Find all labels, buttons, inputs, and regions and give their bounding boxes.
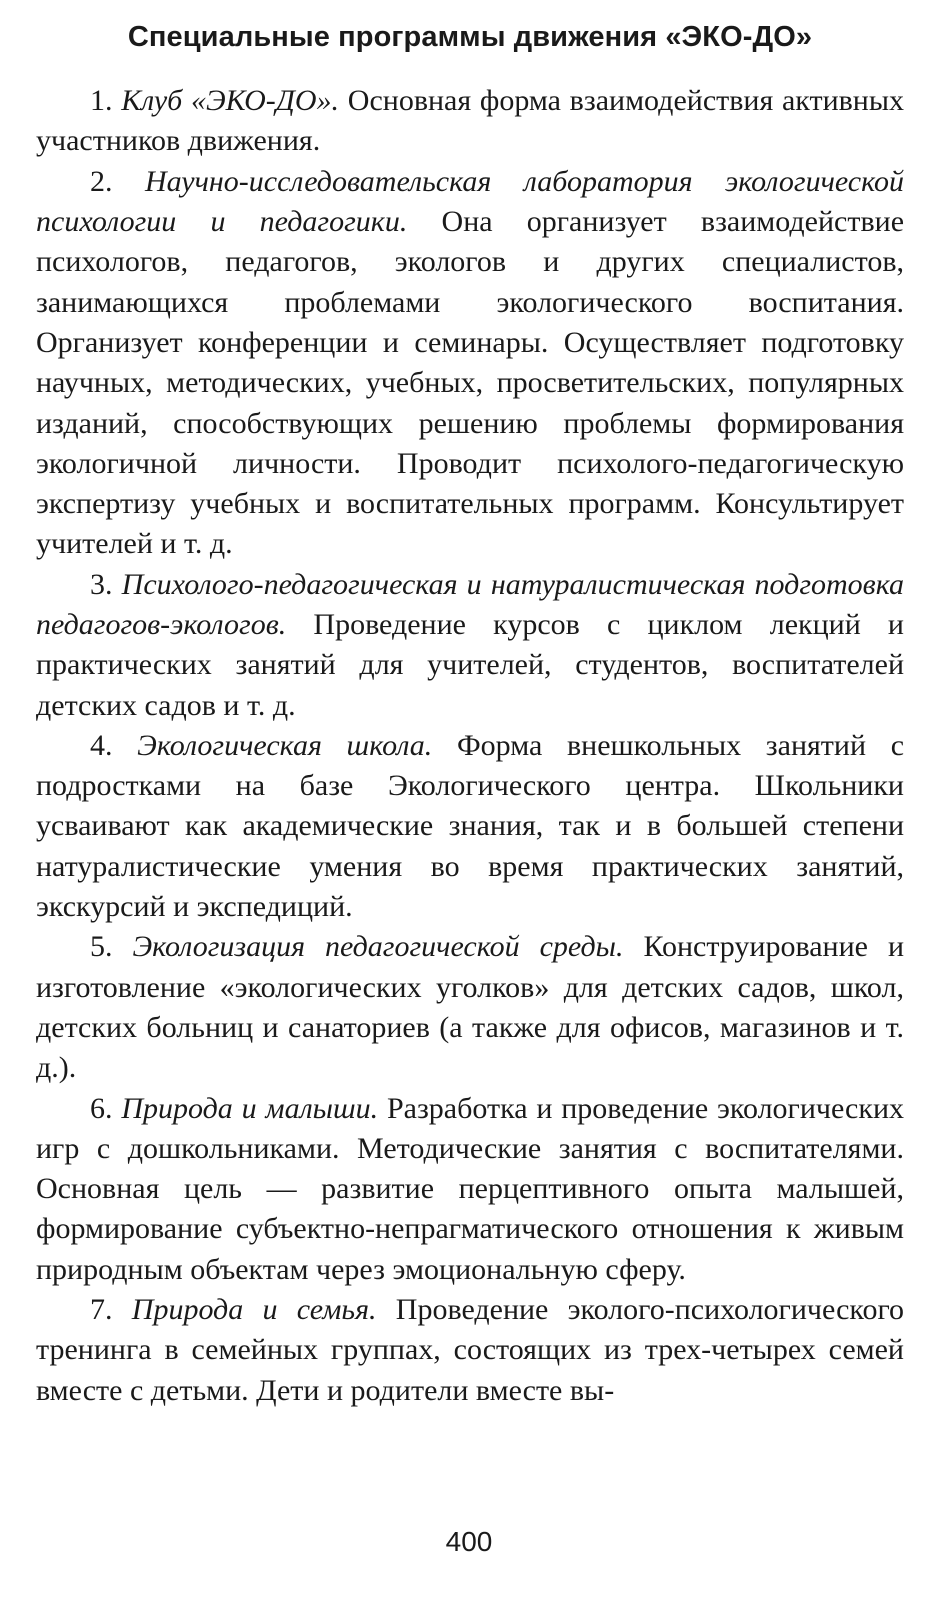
item-number: 1. xyxy=(90,84,113,118)
item-text: Проведение эколого-психологического тренинга в семейных группах, состоящих из трех-четырех семей вместе с детьми. Дети и родители вместе вы- xyxy=(36,1293,904,1407)
item-text: Разработка и проведение экологических игр с дошкольниками. Методические занятия с воспитателями. Основная цель — развитие перцептивного опыта малышей, формирование субъектно-непрагматического отношения к живым природным объектам через эмоциональную сферу. xyxy=(36,1091,904,1286)
item-number: 7. xyxy=(90,1293,113,1327)
item-text: Конструирование и изготовление «экологических уголков» для детских садов, школ, детских больниц и санаториев (а также для офисов, магазинов и т. д.). xyxy=(36,930,904,1085)
item-term: Клуб «ЭКО-ДО». xyxy=(121,84,340,118)
book-page xyxy=(36,18,904,1588)
item-number: 3. xyxy=(90,567,113,601)
item-term: Психолого-педагогическая и натуралистическая подготовка педагогов-экологов. xyxy=(36,567,904,641)
item-text: Основная форма взаимодействия активных участников движения. xyxy=(36,84,905,158)
program-item-4 xyxy=(36,726,904,927)
item-text: Форма внешкольных занятий с подростками на базе Экологического центра. Школьники усваивают как академические знания, так и в большей степени натуралистические умения во время практических занятий, экскурсий и экспедиций. xyxy=(36,728,905,924)
program-item-5 xyxy=(36,927,904,1088)
item-number: 2. xyxy=(90,164,113,198)
item-number: 4. xyxy=(90,728,113,762)
item-number: 6. xyxy=(90,1091,113,1125)
item-text: Проведение курсов с циклом лекций и практических занятий для учителей, студентов, воспитателей детских садов и т. д. xyxy=(36,608,904,722)
program-item-2 xyxy=(36,162,904,565)
item-text: Она организует взаимодействие психологов, педагогов, экологов и других специалистов, занимающихся проблемами экологического воспитания. Организует конференции и семинары. Осуществляет подготовку научных, методических, учебных, просветительских, популярных изданий, способствующих решению проблемы формирования экологичной личности. Проводит психолого-педагогическую экспертизу учебных и воспитательных программ. Консультирует учителей и т. д. xyxy=(36,205,905,561)
item-term: Природа и семья. xyxy=(131,1293,377,1327)
item-number: 5. xyxy=(90,930,113,964)
item-term: Экологическая школа. xyxy=(137,728,433,762)
program-item-7 xyxy=(36,1290,904,1411)
program-list xyxy=(36,81,904,1411)
section-title: Специальные программы движения «ЭКО-ДО» xyxy=(127,21,813,53)
item-term: Научно-исследовательская лаборатория экологической психологии и педагогики. xyxy=(36,164,905,239)
item-term: Экологизация педагогической среды. xyxy=(132,930,624,964)
program-item-1 xyxy=(36,81,904,162)
page-number: 400 xyxy=(445,1526,493,1557)
program-item-3 xyxy=(36,565,904,726)
item-term: Природа и малыши. xyxy=(121,1091,379,1125)
program-item-6 xyxy=(36,1089,904,1290)
